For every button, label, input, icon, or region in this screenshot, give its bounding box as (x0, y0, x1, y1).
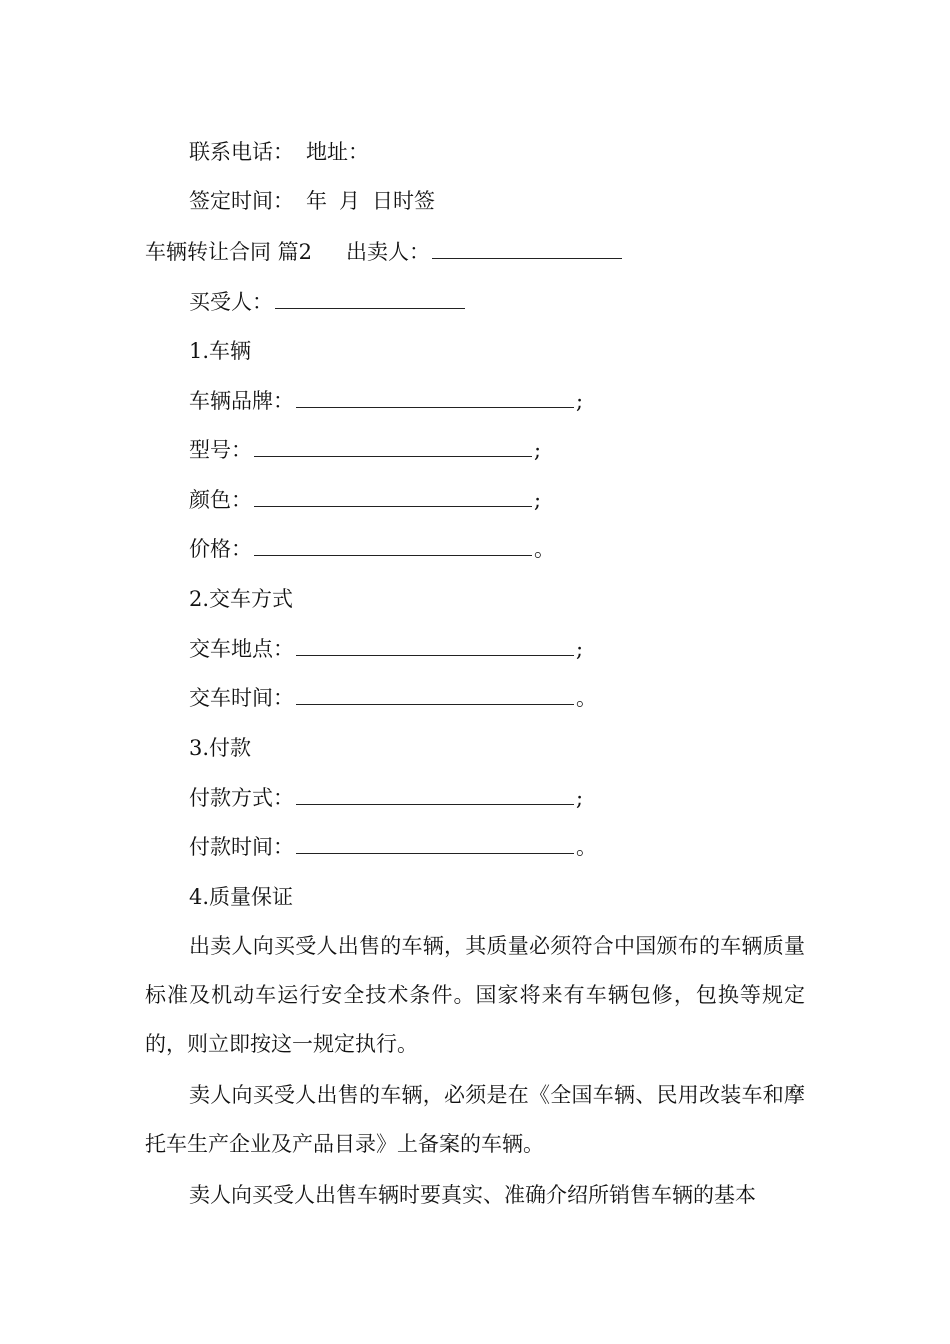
buyer-blank[interactable] (275, 290, 465, 309)
brand-blank[interactable] (296, 389, 574, 408)
brand-end: ; (576, 389, 584, 413)
seller-label: 出卖人： (346, 240, 431, 264)
contact-line (189, 138, 815, 166)
delivery-time-line (189, 684, 815, 712)
section-1-heading: 1.车辆 (189, 339, 252, 363)
delivery-place-line (189, 635, 815, 663)
quality-paragraph-3: 卖人向买受人出售车辆时要真实、准确介绍所销售车辆的基本 (189, 1183, 756, 1207)
day-sign-label: 日时签 (372, 189, 435, 213)
payment-method-end: ; (576, 786, 584, 810)
payment-method-blank[interactable] (296, 786, 574, 805)
month-label: 月 (339, 189, 360, 213)
year-label: 年 (306, 189, 327, 213)
model-end: ; (534, 438, 542, 462)
model-line (189, 436, 815, 464)
sign-time-line (189, 187, 815, 215)
delivery-place-label: 交车地点： (189, 637, 294, 661)
address-label: 地址： (306, 140, 369, 164)
brand-line (189, 387, 815, 415)
payment-method-label: 付款方式： (189, 786, 294, 810)
payment-time-end: 。 (576, 835, 597, 859)
quality-paragraph-1: 出卖人向买受人出售的车辆，其质量必须符合中国颁布的车辆质量标准及机动车运行安全技术条件。国家将来有车辆包修，包换等规定的，则立即按这一规定执行。 (145, 934, 805, 1056)
buyer-label: 买受人： (189, 290, 273, 314)
delivery-time-label: 交车时间： (189, 686, 294, 710)
delivery-place-end: ; (576, 637, 584, 661)
payment-time-label: 付款时间： (189, 835, 294, 859)
seller-blank[interactable] (432, 240, 622, 259)
price-line (189, 535, 815, 563)
color-line (189, 486, 815, 514)
section-2-heading: 2.交车方式 (189, 587, 294, 611)
brand-label: 车辆品牌： (189, 389, 294, 413)
payment-method-line (189, 784, 815, 812)
quality-paragraph-2: 卖人向买受人出售的车辆，必须是在《全国车辆、民用改装车和摩托车生产企业及产品目录》上备案的车辆。 (145, 1083, 805, 1156)
contract-title: 车辆转让合同 篇2 (145, 240, 313, 264)
delivery-time-blank[interactable] (296, 686, 574, 705)
contract-title-line (145, 238, 815, 266)
phone-label: 联系电话： (189, 140, 294, 164)
color-label: 颜色： (189, 488, 252, 512)
color-end: ; (534, 488, 542, 512)
model-label: 型号： (189, 438, 252, 462)
delivery-place-blank[interactable] (296, 637, 574, 656)
section-3-heading: 3.付款 (189, 736, 252, 760)
section-4-heading: 4.质量保证 (189, 885, 294, 909)
price-end: 。 (534, 537, 555, 561)
sign-time-label: 签定时间： (189, 189, 294, 213)
delivery-time-end: 。 (576, 686, 597, 710)
payment-time-line (189, 833, 815, 861)
price-blank[interactable] (254, 537, 532, 556)
buyer-line (189, 288, 815, 316)
price-label: 价格： (189, 537, 252, 561)
model-blank[interactable] (254, 438, 532, 457)
payment-time-blank[interactable] (296, 835, 574, 854)
color-blank[interactable] (254, 488, 532, 507)
